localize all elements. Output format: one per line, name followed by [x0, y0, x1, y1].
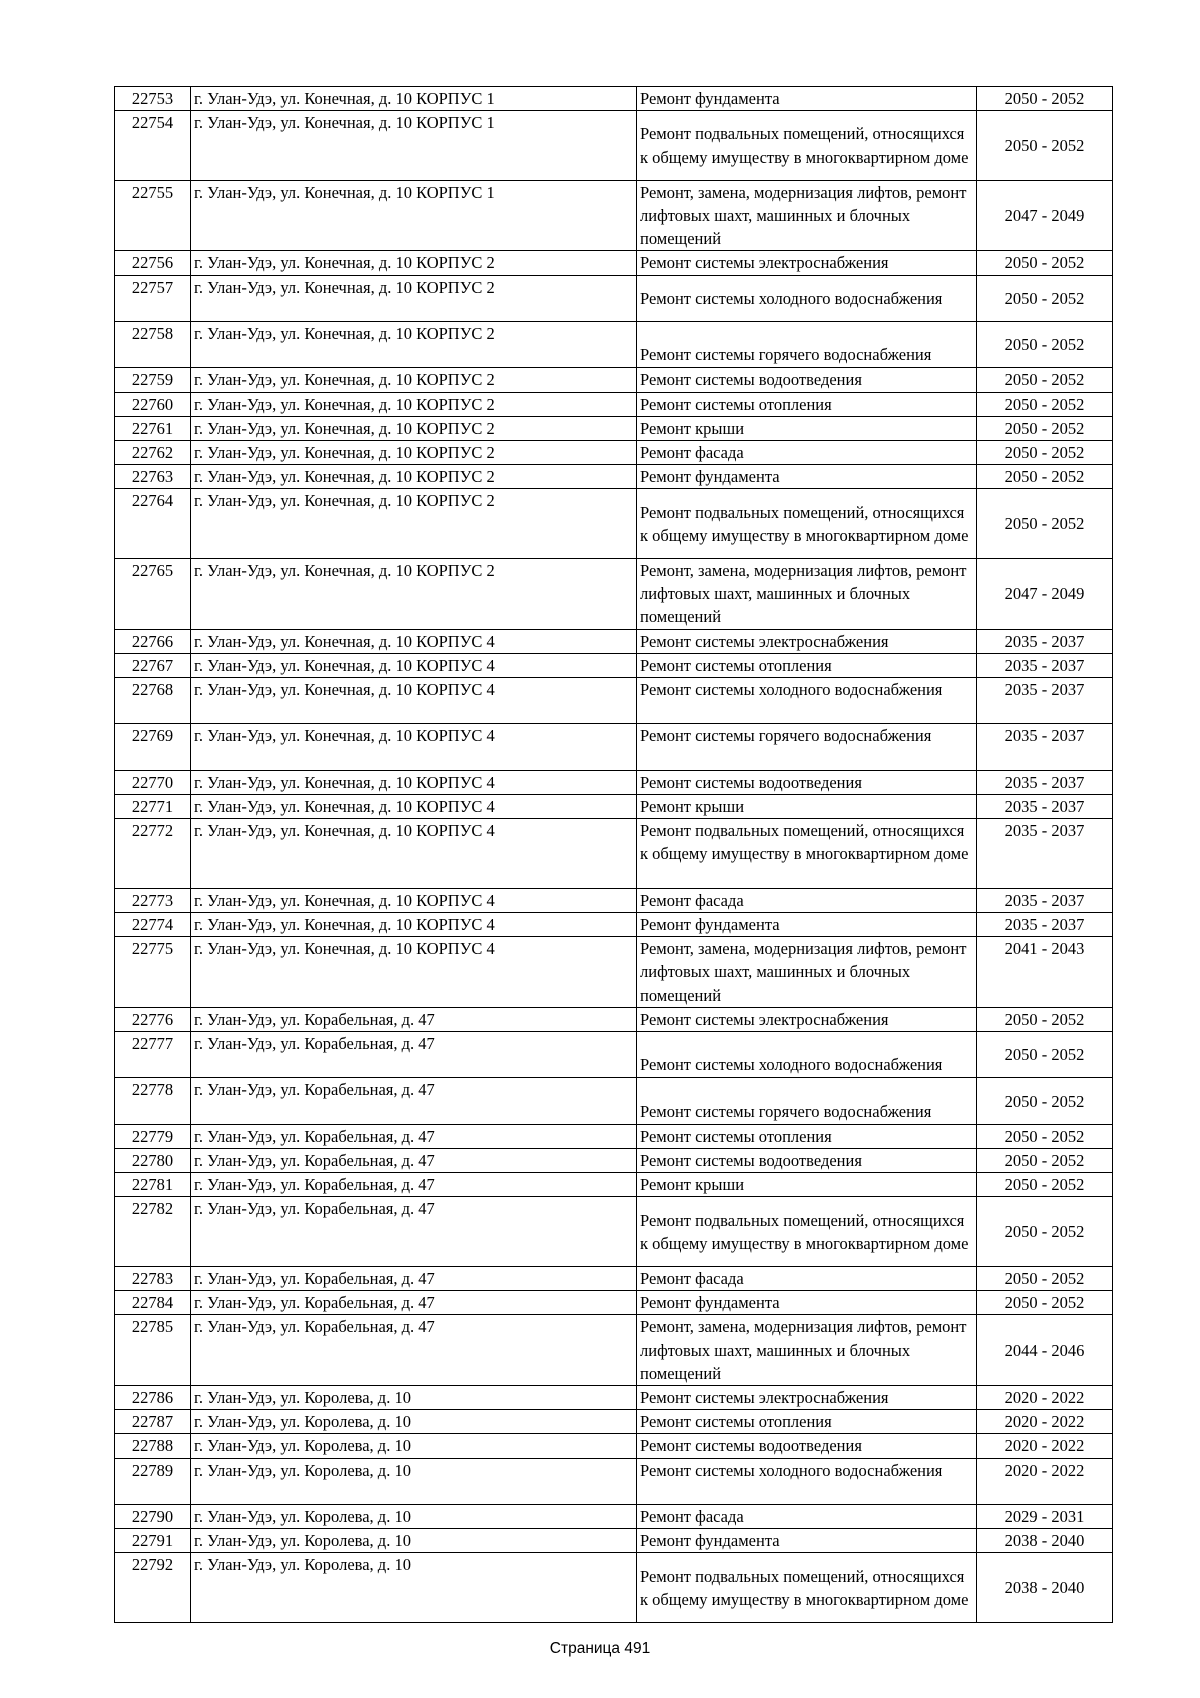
table-row: [115, 441, 1113, 465]
address-cell: г. Улан-Удэ, ул. Конечная, д. 10 КОРПУС 4: [191, 819, 637, 889]
table-row: [115, 1291, 1113, 1315]
period-cell: 2050 - 2052: [977, 1173, 1113, 1197]
table-row: [115, 913, 1113, 937]
address-cell: г. Улан-Удэ, ул. Корабельная, д. 47: [191, 1173, 637, 1197]
table-body: [115, 87, 1113, 1623]
table-row: [115, 111, 1113, 181]
table-row: [115, 888, 1113, 912]
work-type-cell: Ремонт системы водоотведения: [637, 368, 977, 392]
address-cell: г. Улан-Удэ, ул. Конечная, д. 10 КОРПУС 4: [191, 888, 637, 912]
work-type-cell: Ремонт фасада: [637, 1267, 977, 1291]
row-number-cell: 22792: [115, 1553, 191, 1623]
address-cell: г. Улан-Удэ, ул. Корабельная, д. 47: [191, 1078, 637, 1124]
table-row: [115, 724, 1113, 770]
row-number-cell: 22768: [115, 678, 191, 724]
period-cell: 2035 - 2037: [977, 724, 1113, 770]
page-number: Страница 491: [549, 1640, 651, 1657]
row-number-cell: 22785: [115, 1315, 191, 1386]
work-type-cell: Ремонт крыши: [637, 795, 977, 819]
table-row: [115, 251, 1113, 275]
address-cell: г. Улан-Удэ, ул. Королева, д. 10: [191, 1458, 637, 1504]
table-row: [115, 1267, 1113, 1291]
row-number-cell: 22762: [115, 441, 191, 465]
address-cell: г. Улан-Удэ, ул. Королева, д. 10: [191, 1529, 637, 1553]
work-type-cell: Ремонт подвальных помещений, относящихся к общему имуществу в многоквартирном доме: [637, 819, 977, 889]
work-type-cell: Ремонт системы отопления: [637, 653, 977, 677]
row-number-cell: 22781: [115, 1173, 191, 1197]
period-cell: 2029 - 2031: [977, 1505, 1113, 1529]
period-cell: 2035 - 2037: [977, 888, 1113, 912]
period-cell: 2038 - 2040: [977, 1553, 1113, 1623]
row-number-cell: 22769: [115, 724, 191, 770]
table-row: [115, 1434, 1113, 1458]
period-cell: 2050 - 2052: [977, 1197, 1113, 1267]
table-row: [115, 770, 1113, 794]
row-number-cell: 22778: [115, 1078, 191, 1124]
work-type-cell: Ремонт системы водоотведения: [637, 1434, 977, 1458]
row-number-cell: 22791: [115, 1529, 191, 1553]
period-cell: 2050 - 2052: [977, 441, 1113, 465]
work-type-cell: Ремонт системы горячего водоснабжения: [637, 1078, 977, 1124]
address-cell: г. Улан-Удэ, ул. Конечная, д. 10 КОРПУС 2: [191, 559, 637, 630]
period-cell: 2050 - 2052: [977, 275, 1113, 321]
work-type-cell: Ремонт системы электроснабжения: [637, 629, 977, 653]
work-type-cell: Ремонт крыши: [637, 1173, 977, 1197]
table-row: [115, 275, 1113, 321]
work-type-cell: Ремонт, замена, модернизация лифтов, ремонт лифтовых шахт, машинных и блочных помещений: [637, 180, 977, 251]
row-number-cell: 22779: [115, 1124, 191, 1148]
table-row: [115, 392, 1113, 416]
work-type-cell: Ремонт системы горячего водоснабжения: [637, 322, 977, 368]
work-type-cell: Ремонт системы водоотведения: [637, 770, 977, 794]
period-cell: 2047 - 2049: [977, 559, 1113, 630]
work-type-cell: Ремонт подвальных помещений, относящихся к общему имуществу в многоквартирном доме: [637, 1197, 977, 1267]
period-cell: 2050 - 2052: [977, 368, 1113, 392]
work-type-cell: Ремонт системы электроснабжения: [637, 251, 977, 275]
period-cell: 2020 - 2022: [977, 1458, 1113, 1504]
row-number-cell: 22765: [115, 559, 191, 630]
address-cell: г. Улан-Удэ, ул. Конечная, д. 10 КОРПУС 4: [191, 795, 637, 819]
period-cell: 2020 - 2022: [977, 1410, 1113, 1434]
row-number-cell: 22753: [115, 87, 191, 111]
table-row: [115, 1529, 1113, 1553]
work-type-cell: Ремонт системы водоотведения: [637, 1149, 977, 1173]
address-cell: г. Улан-Удэ, ул. Королева, д. 10: [191, 1553, 637, 1623]
row-number-cell: 22767: [115, 653, 191, 677]
work-type-cell: Ремонт фундамента: [637, 1529, 977, 1553]
work-type-cell: Ремонт системы отопления: [637, 392, 977, 416]
row-number-cell: 22756: [115, 251, 191, 275]
period-cell: 2035 - 2037: [977, 629, 1113, 653]
address-cell: г. Улан-Удэ, ул. Королева, д. 10: [191, 1386, 637, 1410]
period-cell: 2035 - 2037: [977, 819, 1113, 889]
row-number-cell: 22754: [115, 111, 191, 181]
work-type-cell: Ремонт подвальных помещений, относящихся к общему имуществу в многоквартирном доме: [637, 111, 977, 181]
address-cell: г. Улан-Удэ, ул. Королева, д. 10: [191, 1505, 637, 1529]
row-number-cell: 22755: [115, 180, 191, 251]
table-row: [115, 1007, 1113, 1031]
work-type-cell: Ремонт подвальных помещений, относящихся к общему имуществу в многоквартирном доме: [637, 489, 977, 559]
period-cell: 2047 - 2049: [977, 180, 1113, 251]
address-cell: г. Улан-Удэ, ул. Конечная, д. 10 КОРПУС 2: [191, 368, 637, 392]
address-cell: г. Улан-Удэ, ул. Корабельная, д. 47: [191, 1124, 637, 1148]
row-number-cell: 22788: [115, 1434, 191, 1458]
row-number-cell: 22759: [115, 368, 191, 392]
work-type-cell: Ремонт, замена, модернизация лифтов, ремонт лифтовых шахт, машинных и блочных помещений: [637, 559, 977, 630]
table-row: [115, 322, 1113, 368]
period-cell: 2020 - 2022: [977, 1386, 1113, 1410]
work-type-cell: Ремонт, замена, модернизация лифтов, ремонт лифтовых шахт, машинных и блочных помещений: [637, 937, 977, 1008]
table-row: [115, 795, 1113, 819]
address-cell: г. Улан-Удэ, ул. Корабельная, д. 47: [191, 1315, 637, 1386]
work-type-cell: Ремонт фасада: [637, 1505, 977, 1529]
work-type-cell: Ремонт системы электроснабжения: [637, 1007, 977, 1031]
address-cell: г. Улан-Удэ, ул. Конечная, д. 10 КОРПУС 2: [191, 489, 637, 559]
address-cell: г. Улан-Удэ, ул. Конечная, д. 10 КОРПУС 4: [191, 770, 637, 794]
row-number-cell: 22763: [115, 465, 191, 489]
table-row: [115, 819, 1113, 889]
work-type-cell: Ремонт подвальных помещений, относящихся к общему имуществу в многоквартирном доме: [637, 1553, 977, 1623]
address-cell: г. Улан-Удэ, ул. Конечная, д. 10 КОРПУС 4: [191, 724, 637, 770]
address-cell: г. Улан-Удэ, ул. Королева, д. 10: [191, 1410, 637, 1434]
work-type-cell: Ремонт крыши: [637, 416, 977, 440]
period-cell: 2050 - 2052: [977, 1124, 1113, 1148]
row-number-cell: 22775: [115, 937, 191, 1008]
address-cell: г. Улан-Удэ, ул. Конечная, д. 10 КОРПУС 1: [191, 180, 637, 251]
work-type-cell: Ремонт системы холодного водоснабжения: [637, 1458, 977, 1504]
row-number-cell: 22776: [115, 1007, 191, 1031]
work-type-cell: Ремонт, замена, модернизация лифтов, ремонт лифтовых шахт, машинных и блочных помещений: [637, 1315, 977, 1386]
period-cell: 2050 - 2052: [977, 1007, 1113, 1031]
work-type-cell: Ремонт фасада: [637, 441, 977, 465]
address-cell: г. Улан-Удэ, ул. Корабельная, д. 47: [191, 1197, 637, 1267]
period-cell: 2050 - 2052: [977, 87, 1113, 111]
address-cell: г. Улан-Удэ, ул. Конечная, д. 10 КОРПУС 2: [191, 441, 637, 465]
table-row: [115, 1553, 1113, 1623]
address-cell: г. Улан-Удэ, ул. Конечная, д. 10 КОРПУС 4: [191, 913, 637, 937]
row-number-cell: 22783: [115, 1267, 191, 1291]
table-row: [115, 1505, 1113, 1529]
work-type-cell: Ремонт фундамента: [637, 87, 977, 111]
row-number-cell: 22771: [115, 795, 191, 819]
work-type-cell: Ремонт системы холодного водоснабжения: [637, 678, 977, 724]
table-row: [115, 1173, 1113, 1197]
address-cell: г. Улан-Удэ, ул. Корабельная, д. 47: [191, 1149, 637, 1173]
row-number-cell: 22790: [115, 1505, 191, 1529]
table-row: [115, 1149, 1113, 1173]
row-number-cell: 22766: [115, 629, 191, 653]
work-type-cell: Ремонт фундамента: [637, 465, 977, 489]
address-cell: г. Улан-Удэ, ул. Конечная, д. 10 КОРПУС 2: [191, 251, 637, 275]
table-row: [115, 180, 1113, 251]
period-cell: 2050 - 2052: [977, 465, 1113, 489]
period-cell: 2050 - 2052: [977, 1078, 1113, 1124]
work-type-cell: Ремонт системы холодного водоснабжения: [637, 275, 977, 321]
address-cell: г. Улан-Удэ, ул. Конечная, д. 10 КОРПУС 1: [191, 111, 637, 181]
work-type-cell: Ремонт системы электроснабжения: [637, 1386, 977, 1410]
table-row: [115, 368, 1113, 392]
address-cell: г. Улан-Удэ, ул. Конечная, д. 10 КОРПУС 2: [191, 275, 637, 321]
period-cell: 2035 - 2037: [977, 795, 1113, 819]
period-cell: 2035 - 2037: [977, 653, 1113, 677]
period-cell: 2020 - 2022: [977, 1434, 1113, 1458]
period-cell: 2050 - 2052: [977, 489, 1113, 559]
row-number-cell: 22764: [115, 489, 191, 559]
table-row: [115, 416, 1113, 440]
row-number-cell: 22777: [115, 1032, 191, 1078]
period-cell: 2035 - 2037: [977, 678, 1113, 724]
table-row: [115, 1458, 1113, 1504]
period-cell: 2050 - 2052: [977, 1032, 1113, 1078]
period-cell: 2050 - 2052: [977, 322, 1113, 368]
period-cell: 2044 - 2046: [977, 1315, 1113, 1386]
address-cell: г. Улан-Удэ, ул. Конечная, д. 10 КОРПУС 4: [191, 629, 637, 653]
table-row: [115, 1315, 1113, 1386]
row-number-cell: 22774: [115, 913, 191, 937]
table-row: [115, 1124, 1113, 1148]
repair-schedule-table: [114, 86, 1113, 1623]
address-cell: г. Улан-Удэ, ул. Конечная, д. 10 КОРПУС 2: [191, 465, 637, 489]
work-type-cell: Ремонт фасада: [637, 888, 977, 912]
address-cell: г. Улан-Удэ, ул. Корабельная, д. 47: [191, 1267, 637, 1291]
table-row: [115, 1386, 1113, 1410]
address-cell: г. Улан-Удэ, ул. Корабельная, д. 47: [191, 1032, 637, 1078]
row-number-cell: 22760: [115, 392, 191, 416]
work-type-cell: Ремонт системы отопления: [637, 1410, 977, 1434]
address-cell: г. Улан-Удэ, ул. Конечная, д. 10 КОРПУС 2: [191, 416, 637, 440]
address-cell: г. Улан-Удэ, ул. Корабельная, д. 47: [191, 1007, 637, 1031]
period-cell: 2050 - 2052: [977, 1267, 1113, 1291]
table-row: [115, 678, 1113, 724]
row-number-cell: 22789: [115, 1458, 191, 1504]
table-row: [115, 629, 1113, 653]
work-type-cell: Ремонт фундамента: [637, 1291, 977, 1315]
address-cell: г. Улан-Удэ, ул. Корабельная, д. 47: [191, 1291, 637, 1315]
address-cell: г. Улан-Удэ, ул. Конечная, д. 10 КОРПУС 1: [191, 87, 637, 111]
work-type-cell: Ремонт системы горячего водоснабжения: [637, 724, 977, 770]
work-type-cell: Ремонт системы отопления: [637, 1124, 977, 1148]
row-number-cell: 22787: [115, 1410, 191, 1434]
work-type-cell: Ремонт фундамента: [637, 913, 977, 937]
row-number-cell: 22758: [115, 322, 191, 368]
table-row: [115, 87, 1113, 111]
row-number-cell: 22780: [115, 1149, 191, 1173]
period-cell: 2050 - 2052: [977, 251, 1113, 275]
row-number-cell: 22773: [115, 888, 191, 912]
period-cell: 2050 - 2052: [977, 111, 1113, 181]
table-row: [115, 1197, 1113, 1267]
address-cell: г. Улан-Удэ, ул. Конечная, д. 10 КОРПУС 2: [191, 392, 637, 416]
table-row: [115, 559, 1113, 630]
table-row: [115, 1078, 1113, 1124]
period-cell: 2035 - 2037: [977, 770, 1113, 794]
period-cell: 2038 - 2040: [977, 1529, 1113, 1553]
row-number-cell: 22784: [115, 1291, 191, 1315]
address-cell: г. Улан-Удэ, ул. Конечная, д. 10 КОРПУС 4: [191, 653, 637, 677]
period-cell: 2050 - 2052: [977, 1291, 1113, 1315]
work-type-cell: Ремонт системы холодного водоснабжения: [637, 1032, 977, 1078]
period-cell: 2050 - 2052: [977, 416, 1113, 440]
address-cell: г. Улан-Удэ, ул. Королева, д. 10: [191, 1434, 637, 1458]
row-number-cell: 22772: [115, 819, 191, 889]
row-number-cell: 22757: [115, 275, 191, 321]
table-row: [115, 1410, 1113, 1434]
table-row: [115, 1032, 1113, 1078]
row-number-cell: 22770: [115, 770, 191, 794]
table-row: [115, 653, 1113, 677]
row-number-cell: 22782: [115, 1197, 191, 1267]
table-row: [115, 465, 1113, 489]
address-cell: г. Улан-Удэ, ул. Конечная, д. 10 КОРПУС 4: [191, 678, 637, 724]
address-cell: г. Улан-Удэ, ул. Конечная, д. 10 КОРПУС 2: [191, 322, 637, 368]
row-number-cell: 22761: [115, 416, 191, 440]
period-cell: 2050 - 2052: [977, 1149, 1113, 1173]
address-cell: г. Улан-Удэ, ул. Конечная, д. 10 КОРПУС 4: [191, 937, 637, 1008]
table-row: [115, 489, 1113, 559]
table-row: [115, 937, 1113, 1008]
period-cell: 2041 - 2043: [977, 937, 1113, 1008]
row-number-cell: 22786: [115, 1386, 191, 1410]
period-cell: 2035 - 2037: [977, 913, 1113, 937]
period-cell: 2050 - 2052: [977, 392, 1113, 416]
